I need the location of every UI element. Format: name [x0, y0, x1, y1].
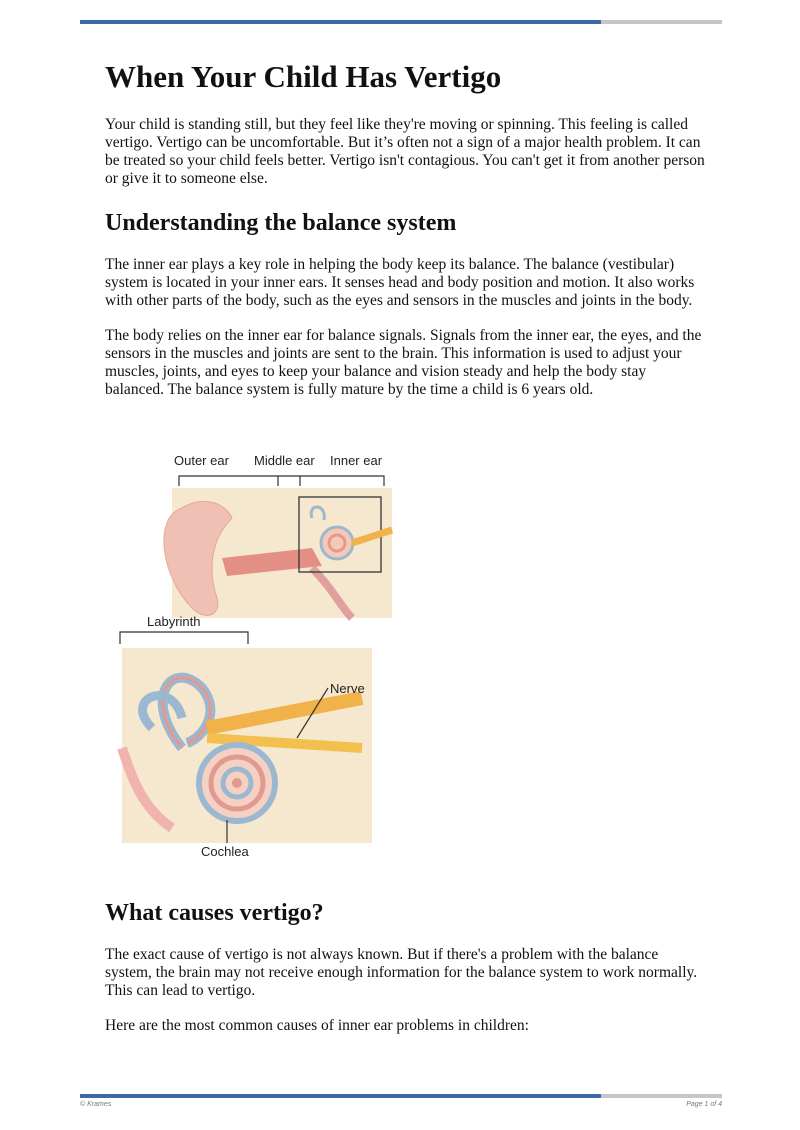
label-outer-ear: Outer ear: [174, 453, 229, 468]
page-title: When Your Child Has Vertigo: [105, 59, 502, 94]
balance-paragraph-2: The body relies on the inner ear for balance signals. Signals from the inner ear, the eyes, and the sensors in the muscles and joints are sent to the brain. This information is used to adjust your muscles, joints, and eyes to keep your balance and vision steady and help the body stay balanced. The balance system is fully mature by the time a child is 6 years old.: [105, 327, 702, 398]
label-nerve: Nerve: [330, 681, 365, 696]
causes-paragraph-2: Here are the most common causes of inner ear problems in children:: [105, 1017, 529, 1034]
top-rule-remainder: [601, 20, 722, 24]
ear-anatomy-illustration: [112, 448, 402, 868]
section-heading-causes: What causes vertigo?: [105, 900, 324, 926]
causes-paragraph-1: The exact cause of vertigo is not always known. But if there's a problem with the balance system, the brain may not receive enough information for the balance system to work normally. This can lead to vertigo.: [105, 946, 698, 999]
label-inner-ear: Inner ear: [330, 453, 383, 468]
footer-copyright: © Krames: [80, 1101, 112, 1108]
intro-paragraph: Your child is standing still, but they feel like they're moving or spinning. This feeling is called vertigo. Vertigo can be uncomfortable. But it’s often not a sign of a major health problem. It can be treated so your child feels better. Vertigo isn't contagious. You can't get it from another person or give it to someone else.: [105, 116, 705, 187]
bottom-rule-remainder: [601, 1094, 722, 1098]
top-rule: [80, 20, 722, 24]
ear-cross-section: [164, 488, 392, 618]
label-cochlea: Cochlea: [201, 844, 249, 859]
bottom-rule-accent: [80, 1094, 601, 1098]
page-content: [105, 58, 705, 416]
label-labyrinth: Labyrinth: [147, 614, 201, 629]
balance-paragraph-1: The inner ear plays a key role in helping the body keep its balance. The balance (vestibular) system is located in your inner ears. It senses head and body position and motion. It also works with other parts of the body, such as the eyes and sensors in the muscles and joints in the body.: [105, 256, 695, 309]
top-rule-accent: [80, 20, 601, 24]
labyrinth-detail: [122, 648, 372, 843]
section-heading-balance: Understanding the balance system: [105, 210, 457, 236]
label-middle-ear: Middle ear: [254, 453, 315, 468]
footer-page-number: Page 1 of 4: [686, 1101, 722, 1108]
bottom-rule: [80, 1094, 722, 1098]
section-causes: [105, 898, 705, 1052]
